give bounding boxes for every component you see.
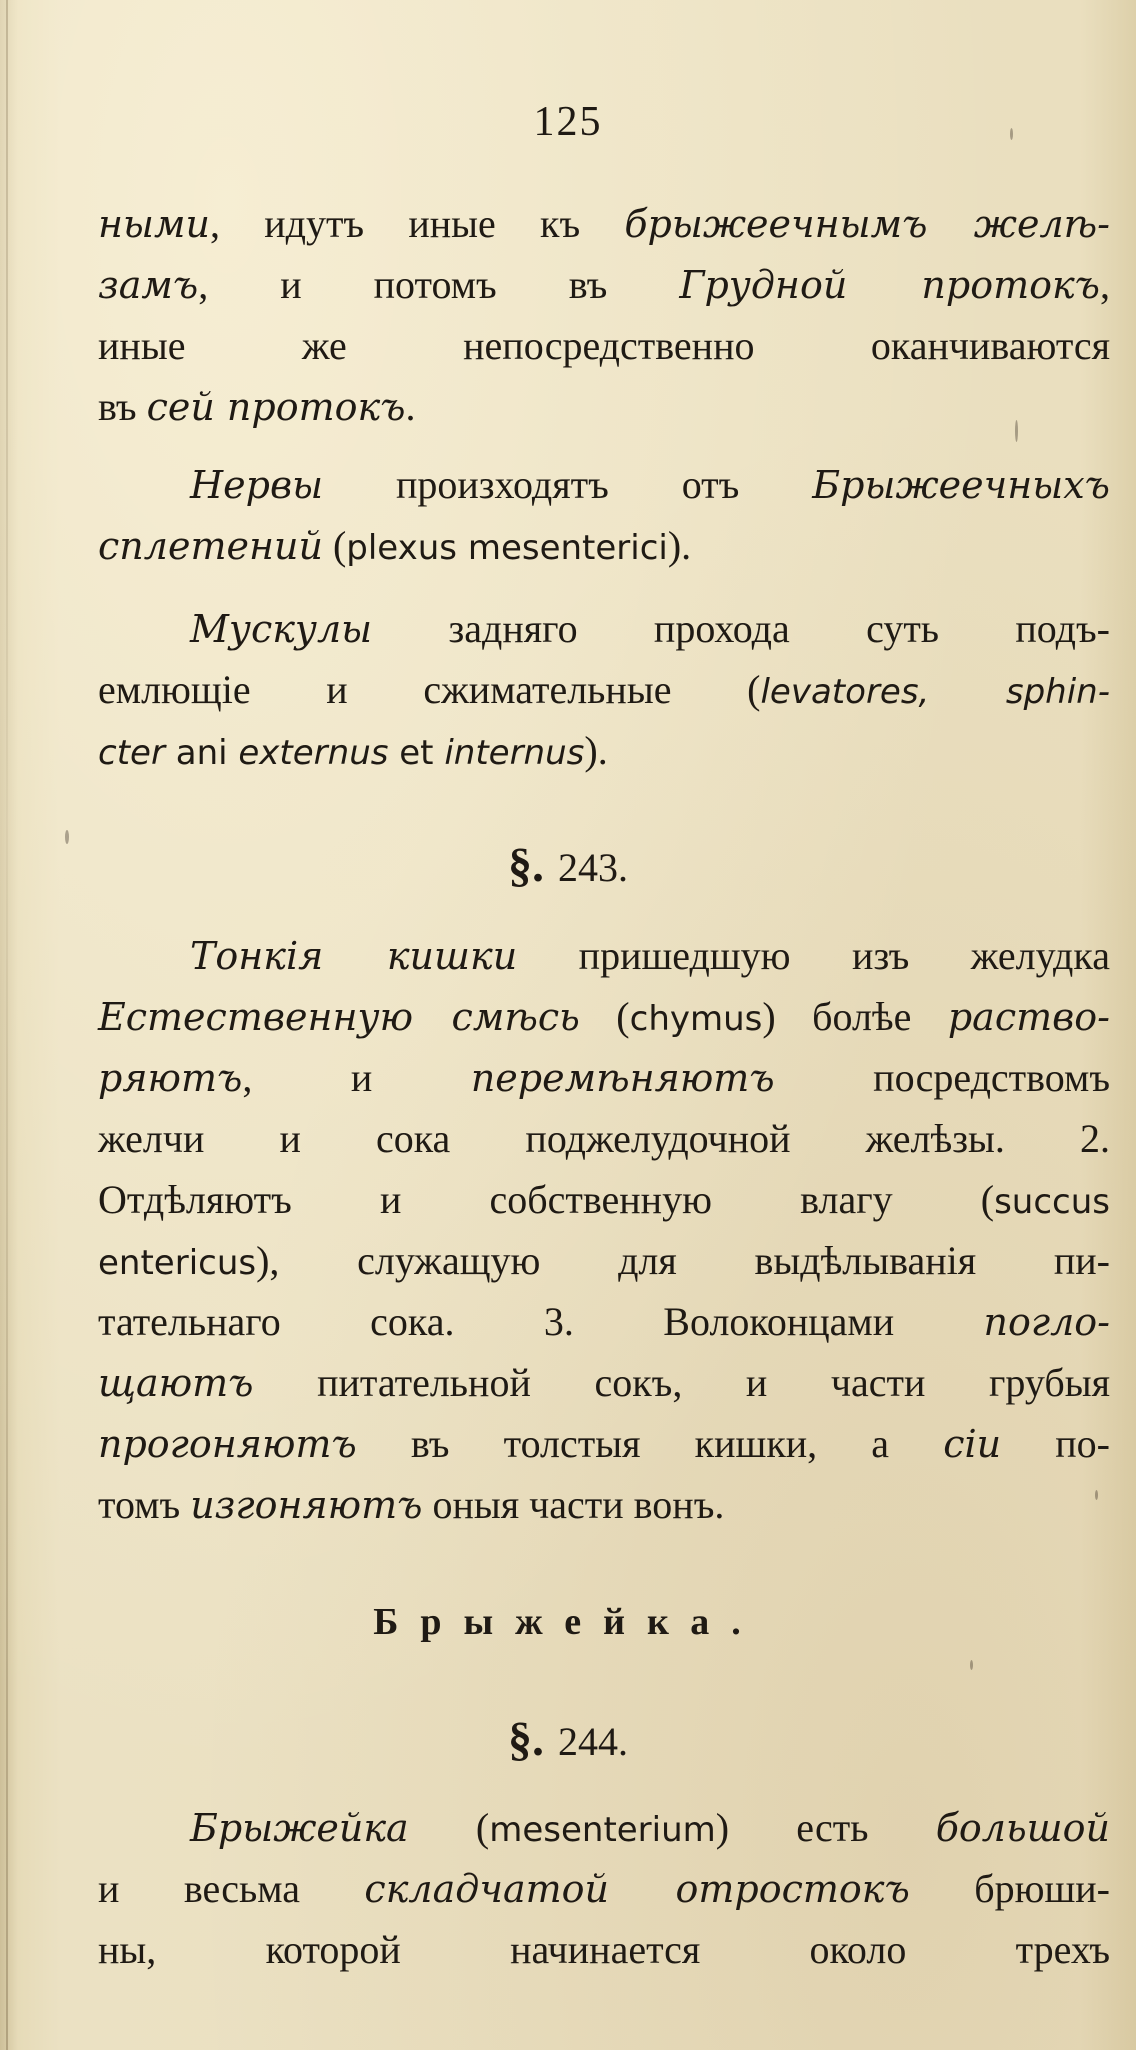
text-line: и весьма складчатой отростокъ брюши- <box>98 1866 1110 1911</box>
paper-speck <box>65 830 69 844</box>
paragraph-3 <box>190 598 1110 659</box>
text-line: емлющіе и сжимательные (levatores, sphin- <box>98 667 1110 712</box>
paragraph-4 <box>190 925 1110 986</box>
text-line: Мускулы задняго прохода суть подъ- <box>190 606 1110 651</box>
section-number: 244. <box>558 1719 628 1764</box>
paragraph-4-cont <box>98 986 1110 1535</box>
text-line: въ сей протокъ. <box>98 384 416 429</box>
section-symbol: §. <box>508 1713 544 1766</box>
text-line: Отдѣляютъ и собственную влагу (succus <box>98 1177 1110 1222</box>
paper-speck <box>1010 128 1013 140</box>
paragraph-2-cont <box>98 515 1110 576</box>
paragraph-1 <box>98 193 1110 437</box>
text-line: щаютъ питательной сокъ, и части грубыя <box>98 1360 1110 1405</box>
text-line: Брыжейка (mesenterium) есть большой <box>190 1805 1110 1850</box>
text-line: ряютъ, и перемѣняютъ посредствомъ <box>98 1055 1110 1100</box>
text-line: иные же непосредственно оканчиваются <box>98 323 1110 368</box>
text-line: cter ani externus et internus). <box>98 728 608 773</box>
text-line: желчи и сока поджелудочной желѣзы. 2. <box>98 1116 1110 1161</box>
text-line: entericus), служащую для выдѣлыванія пи- <box>98 1238 1110 1283</box>
paragraph-2 <box>190 454 1110 515</box>
section-244-heading <box>0 1712 1136 1767</box>
paragraph-5 <box>190 1797 1110 1858</box>
section-title: Брыжейка. <box>373 1601 763 1643</box>
text-line: томъ изгоняютъ оныя части вонъ. <box>98 1482 725 1527</box>
text-line: Нервы произходятъ отъ Брыжеечныхъ <box>190 462 1110 507</box>
text-line: Тонкія кишки пришедшую изъ желудка <box>190 933 1110 978</box>
page-number: 125 <box>533 99 603 145</box>
paper-speck <box>970 1660 973 1670</box>
text-line: ными, идутъ иные къ брыжеечнымъ желѣ- <box>98 201 1111 246</box>
text-line: замъ, и потомъ въ Грудной протокъ, <box>98 262 1111 307</box>
section-symbol: §. <box>508 839 544 892</box>
paper-speck <box>1015 420 1018 442</box>
paragraph-3-cont <box>98 659 1110 781</box>
section-243-heading <box>0 838 1136 893</box>
text-line: ны, которой начинается около трехъ <box>98 1927 1110 1972</box>
paragraph-5-cont <box>98 1858 1110 1980</box>
text-line: прогоняютъ въ толстыя кишки, а сіи по- <box>98 1421 1110 1466</box>
text-line: сплетений (plexus mesenterici). <box>98 523 692 568</box>
text-line: Естественную смѣсь (chymus) болѣе раство- <box>98 994 1110 1039</box>
text-line: тательнаго сока. 3. Волоконцами погло- <box>98 1299 1110 1344</box>
paper-speck <box>1095 1490 1098 1500</box>
section-number: 243. <box>558 845 628 890</box>
